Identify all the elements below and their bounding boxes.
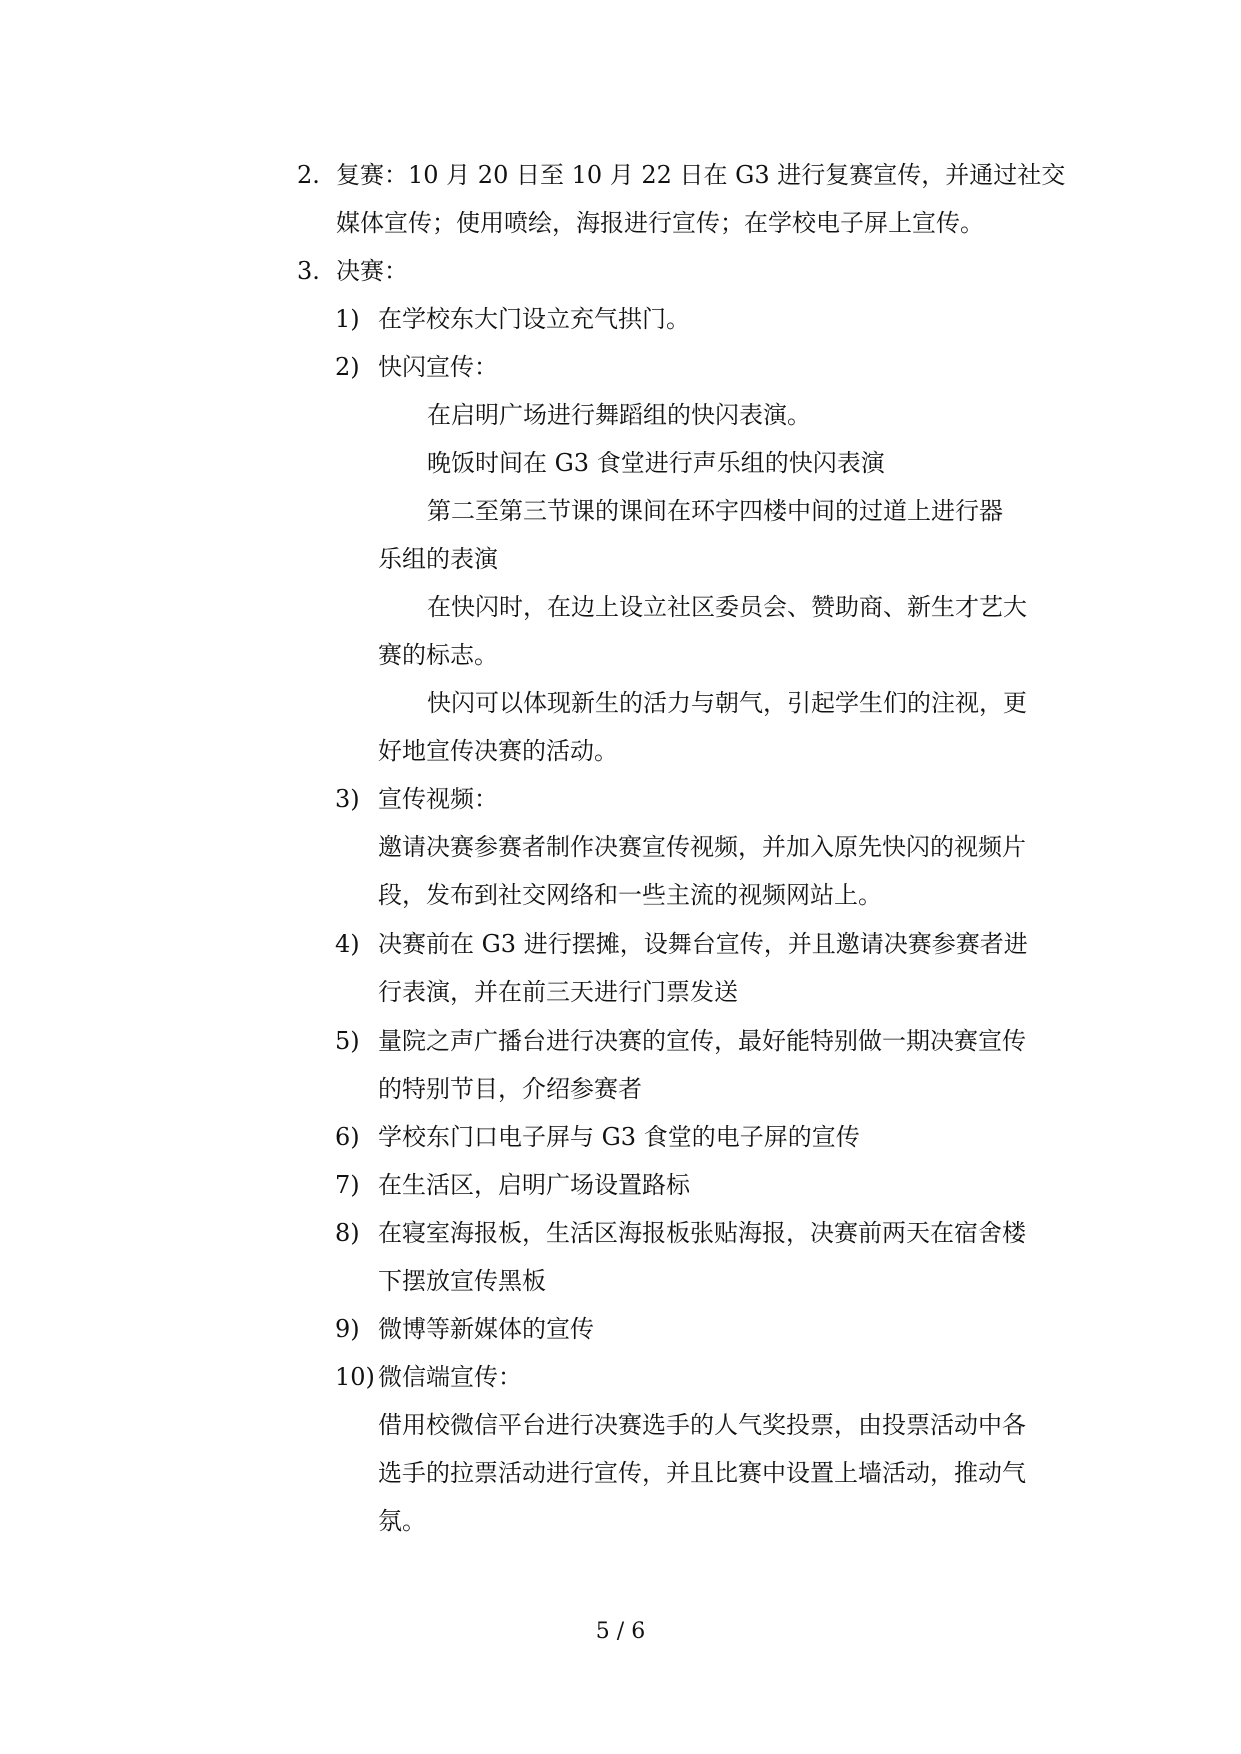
text-line: 借用校微信平台进行决赛选手的人气奖投票，由投票活动中各: [378, 1411, 1026, 1439]
sub-number: 1): [335, 305, 360, 333]
text-line: 乐组的表演: [378, 545, 498, 573]
page-number: 5 / 6: [595, 1619, 646, 1644]
section-heading: 决赛：: [336, 257, 408, 285]
text-line: 在寝室海报板，生活区海报板张贴海报，决赛前两天在宿舍楼: [378, 1219, 1026, 1247]
text-line: 在快闪时，在边上设立社区委员会、赞助商、新生才艺大: [427, 593, 1027, 621]
sub-number: 2): [335, 353, 360, 381]
text-line: 复赛：10 月 20 日至 10 月 22 日在 G3 进行复赛宣传，并通过社交: [336, 161, 1066, 189]
text-line: 下摆放宣传黑板: [378, 1267, 546, 1295]
text-line: 在生活区，启明广场设置路标: [378, 1171, 690, 1199]
text-line: 第二至第三节课的课间在环宇四楼中间的过道上进行器: [427, 497, 1003, 525]
text-line: 好地宣传决赛的活动。: [378, 737, 618, 765]
sub-number: 10): [335, 1363, 375, 1391]
sub-heading: 宣传视频：: [378, 785, 498, 813]
text-line: 行表演，并在前三天进行门票发送: [378, 978, 738, 1006]
sub-heading: 微信端宣传：: [378, 1363, 522, 1391]
text-line: 学校东门口电子屏与 G3 食堂的电子屏的宣传: [378, 1123, 860, 1151]
text-line: 量院之声广播台进行决赛的宣传，最好能特别做一期决赛宣传: [378, 1027, 1026, 1055]
text-line: 决赛前在 G3 进行摆摊，设舞台宣传，并且邀请决赛参赛者进: [378, 930, 1028, 958]
list-number: 2.: [297, 161, 320, 189]
text-line: 微博等新媒体的宣传: [378, 1315, 594, 1343]
sub-number: 3): [335, 785, 360, 813]
text-line: 氛。: [378, 1507, 426, 1535]
text-line: 邀请决赛参赛者制作决赛宣传视频，并加入原先快闪的视频片: [378, 833, 1026, 861]
text-line: 的特别节目，介绍参赛者: [378, 1075, 642, 1103]
sub-number: 8): [335, 1219, 360, 1247]
list-number: 3.: [297, 257, 320, 285]
sub-number: 4): [335, 930, 360, 958]
text-line: 段，发布到社交网络和一些主流的视频网站上。: [378, 881, 882, 909]
text-line: 在学校东大门设立充气拱门。: [378, 305, 690, 333]
text-line: 赛的标志。: [378, 641, 498, 669]
sub-number: 5): [335, 1027, 360, 1055]
sub-number: 7): [335, 1171, 360, 1199]
sub-number: 9): [335, 1315, 360, 1343]
text-line: 晚饭时间在 G3 食堂进行声乐组的快闪表演: [427, 449, 885, 477]
sub-heading: 快闪宣传：: [378, 353, 498, 381]
sub-number: 6): [335, 1123, 360, 1151]
text-line: 在启明广场进行舞蹈组的快闪表演。: [427, 401, 811, 429]
text-line: 媒体宣传；使用喷绘，海报进行宣传；在学校电子屏上宣传。: [336, 209, 984, 237]
text-line: 快闪可以体现新生的活力与朝气，引起学生们的注视，更: [427, 689, 1027, 717]
text-line: 选手的拉票活动进行宣传，并且比赛中设置上墙活动，推动气: [378, 1459, 1026, 1487]
